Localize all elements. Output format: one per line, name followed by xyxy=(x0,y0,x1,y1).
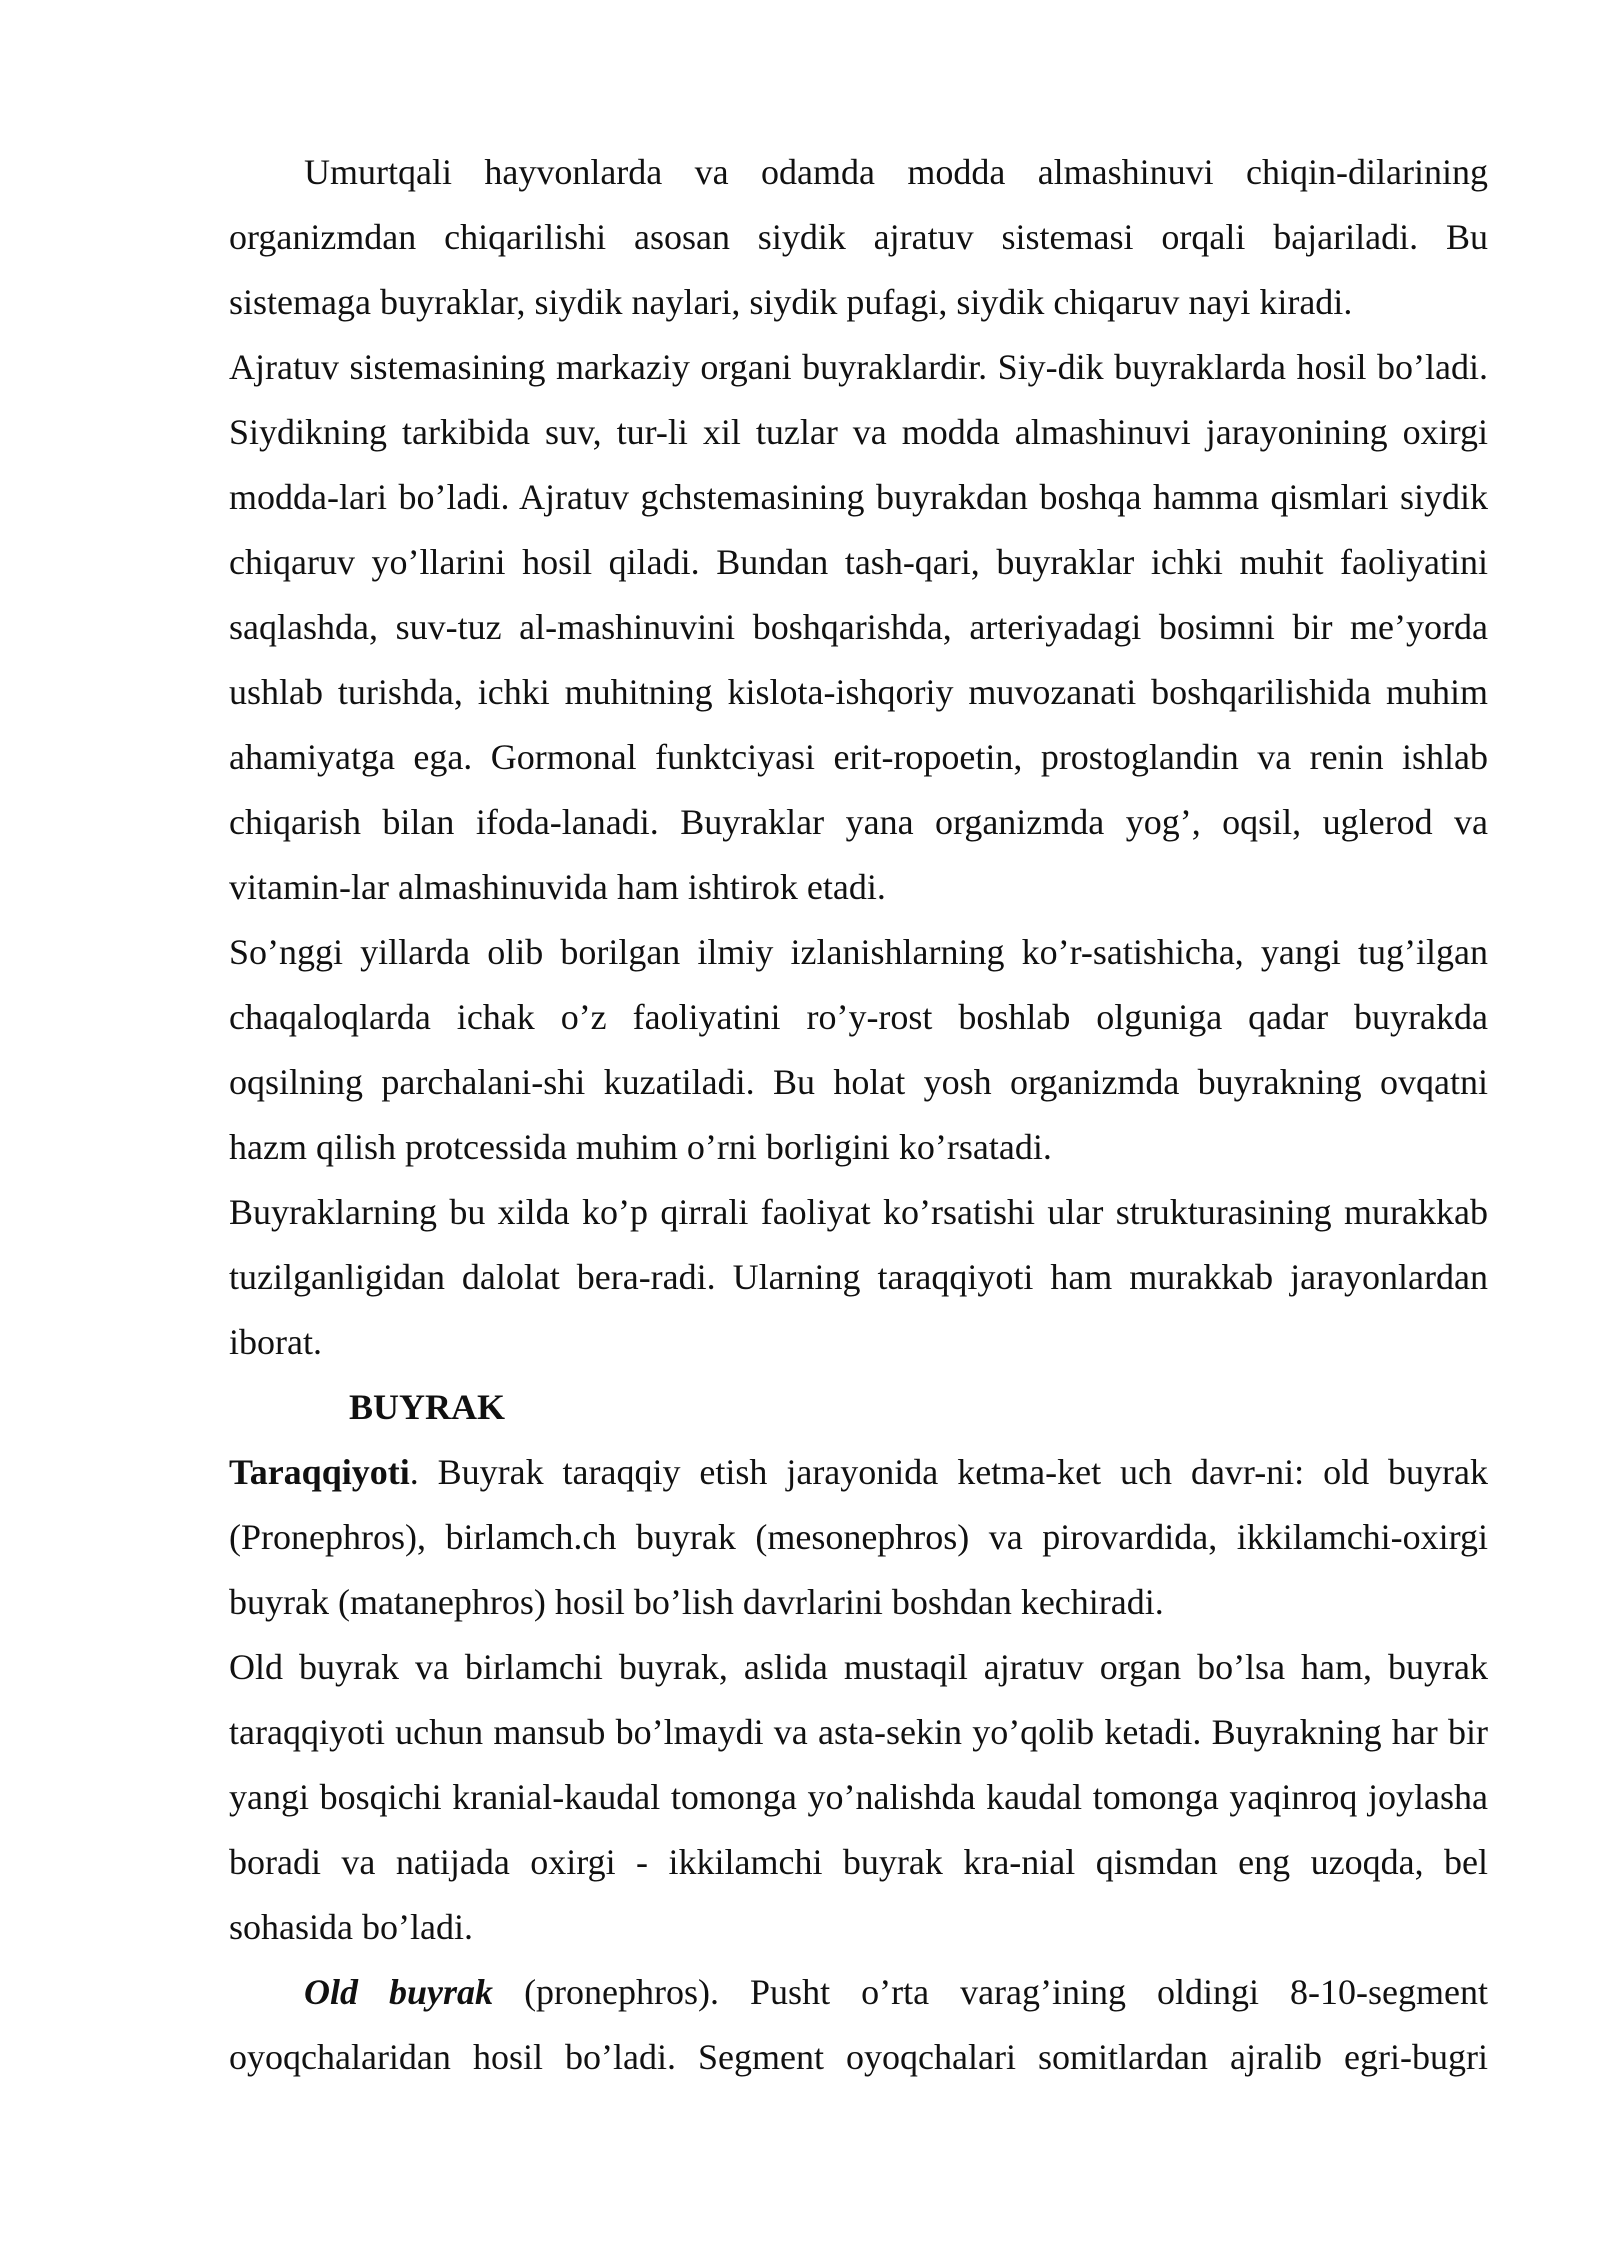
paragraph-5 xyxy=(229,1440,1488,1635)
paragraph-2: Ajratuv sistemasining markaziy organi buyraklardir. Siy-dik buyraklarda hosil bo’ladi. Siydikning tarkibida suv, tur-li xil tuzlar va modda almashinuvi jarayonining oxirgi modda-lari bo’ladi. Ajratuv gchstemasining buyrakdan boshqa hamma qismlari siydik chiqaruv yo’llarini hosil qiladi. Bundan tash-qari, buyraklar ichki muhit faoliyatini saqlashda, suv-tuz al-mashinuvini boshqarishda, arteriyadagi bosimni bir me’yorda ushlab turishda, ichki muhitning kislota-ishqoriy muvozanati boshqarilishida muhim ahamiyatga ega. Gormonal funktciyasi erit-ropoetin, prostoglandin va renin ishlab chiqarish bilan ifoda-lanadi. Buyraklar yana organizmda yog’, oqsil, uglerod va vitamin-lar almashinuvida ham ishtirok etadi. xyxy=(229,347,1488,907)
paragraph-7 xyxy=(229,1960,1488,2090)
paragraph-7-lead: Old buyrak xyxy=(304,1972,494,2012)
paragraph-1: Umurtqali hayvonlarda va odamda modda almashinuvi chiqin-dilarining organizmdan chiqarilishi asosan siydik ajratuv sistemasi orqali bajariladi. Bu sistemaga buyraklar, siydik naylari, siydik pufagi, siydik chiqaruv nayi kiradi. xyxy=(229,152,1488,322)
document-page xyxy=(229,140,1488,2090)
paragraph-7-text: (pronephros). Pusht o’rta varag’ining oldingi 8-10-segment oyoqchalaridan hosil bo’ladi. Segment oyoqchalari somitlardan ajralib egri-bugri xyxy=(229,1972,1489,2077)
paragraph-6: Old buyrak va birlamchi buyrak, aslida mustaqil ajratuv organ bo’lsa ham, buyrak taraqqiyoti uchun mansub bo’lmaydi va asta-sekin yo’qolib ketadi. Buyrakning har bir yangi bosqichi kranial-kaudal tomonga yo’nalishda kaudal tomonga yaqinroq joylasha boradi va natijada oxirgi - ikkilamchi buyrak kra-nial qismdan eng uzoqda, bel sohasida bo’ladi. xyxy=(229,1647,1488,1947)
paragraph-5-lead: Taraqqiyoti xyxy=(229,1452,410,1492)
paragraph-3: So’nggi yillarda olib borilgan ilmiy izlanishlarning ko’r-satishicha, yangi tug’ilgan chaqaloqlarda ichak o’z faoliyatini ro’y-rost boshlab olguniga qadar buyrakda oqsilning parchalani-shi kuzatiladi. Bu holat yosh organizmda buyrakning ovqatni hazm qilish protcessida muhim o’rni borligini ko’rsatadi. xyxy=(229,932,1488,1167)
section-heading: BUYRAK xyxy=(349,1387,506,1427)
paragraph-5-text: . Buyrak taraqqiy etish jarayonida ketma-ket uch davr-ni: old buyrak (Pronephros), birlamch.ch buyrak (mesonephros) va pirovardida, ikkilamchi-oxirgi buyrak (matanephros) hosil bo’lish davrlarini boshdan kechiradi. xyxy=(229,1452,1488,1622)
paragraph-4: Buyraklarning bu xilda ko’p qirrali faoliyat ko’rsatishi ular strukturasining murakkab tuzilganligidan dalolat bera-radi. Ularning taraqqiyoti ham murakkab jarayonlardan iborat. xyxy=(229,1192,1488,1362)
